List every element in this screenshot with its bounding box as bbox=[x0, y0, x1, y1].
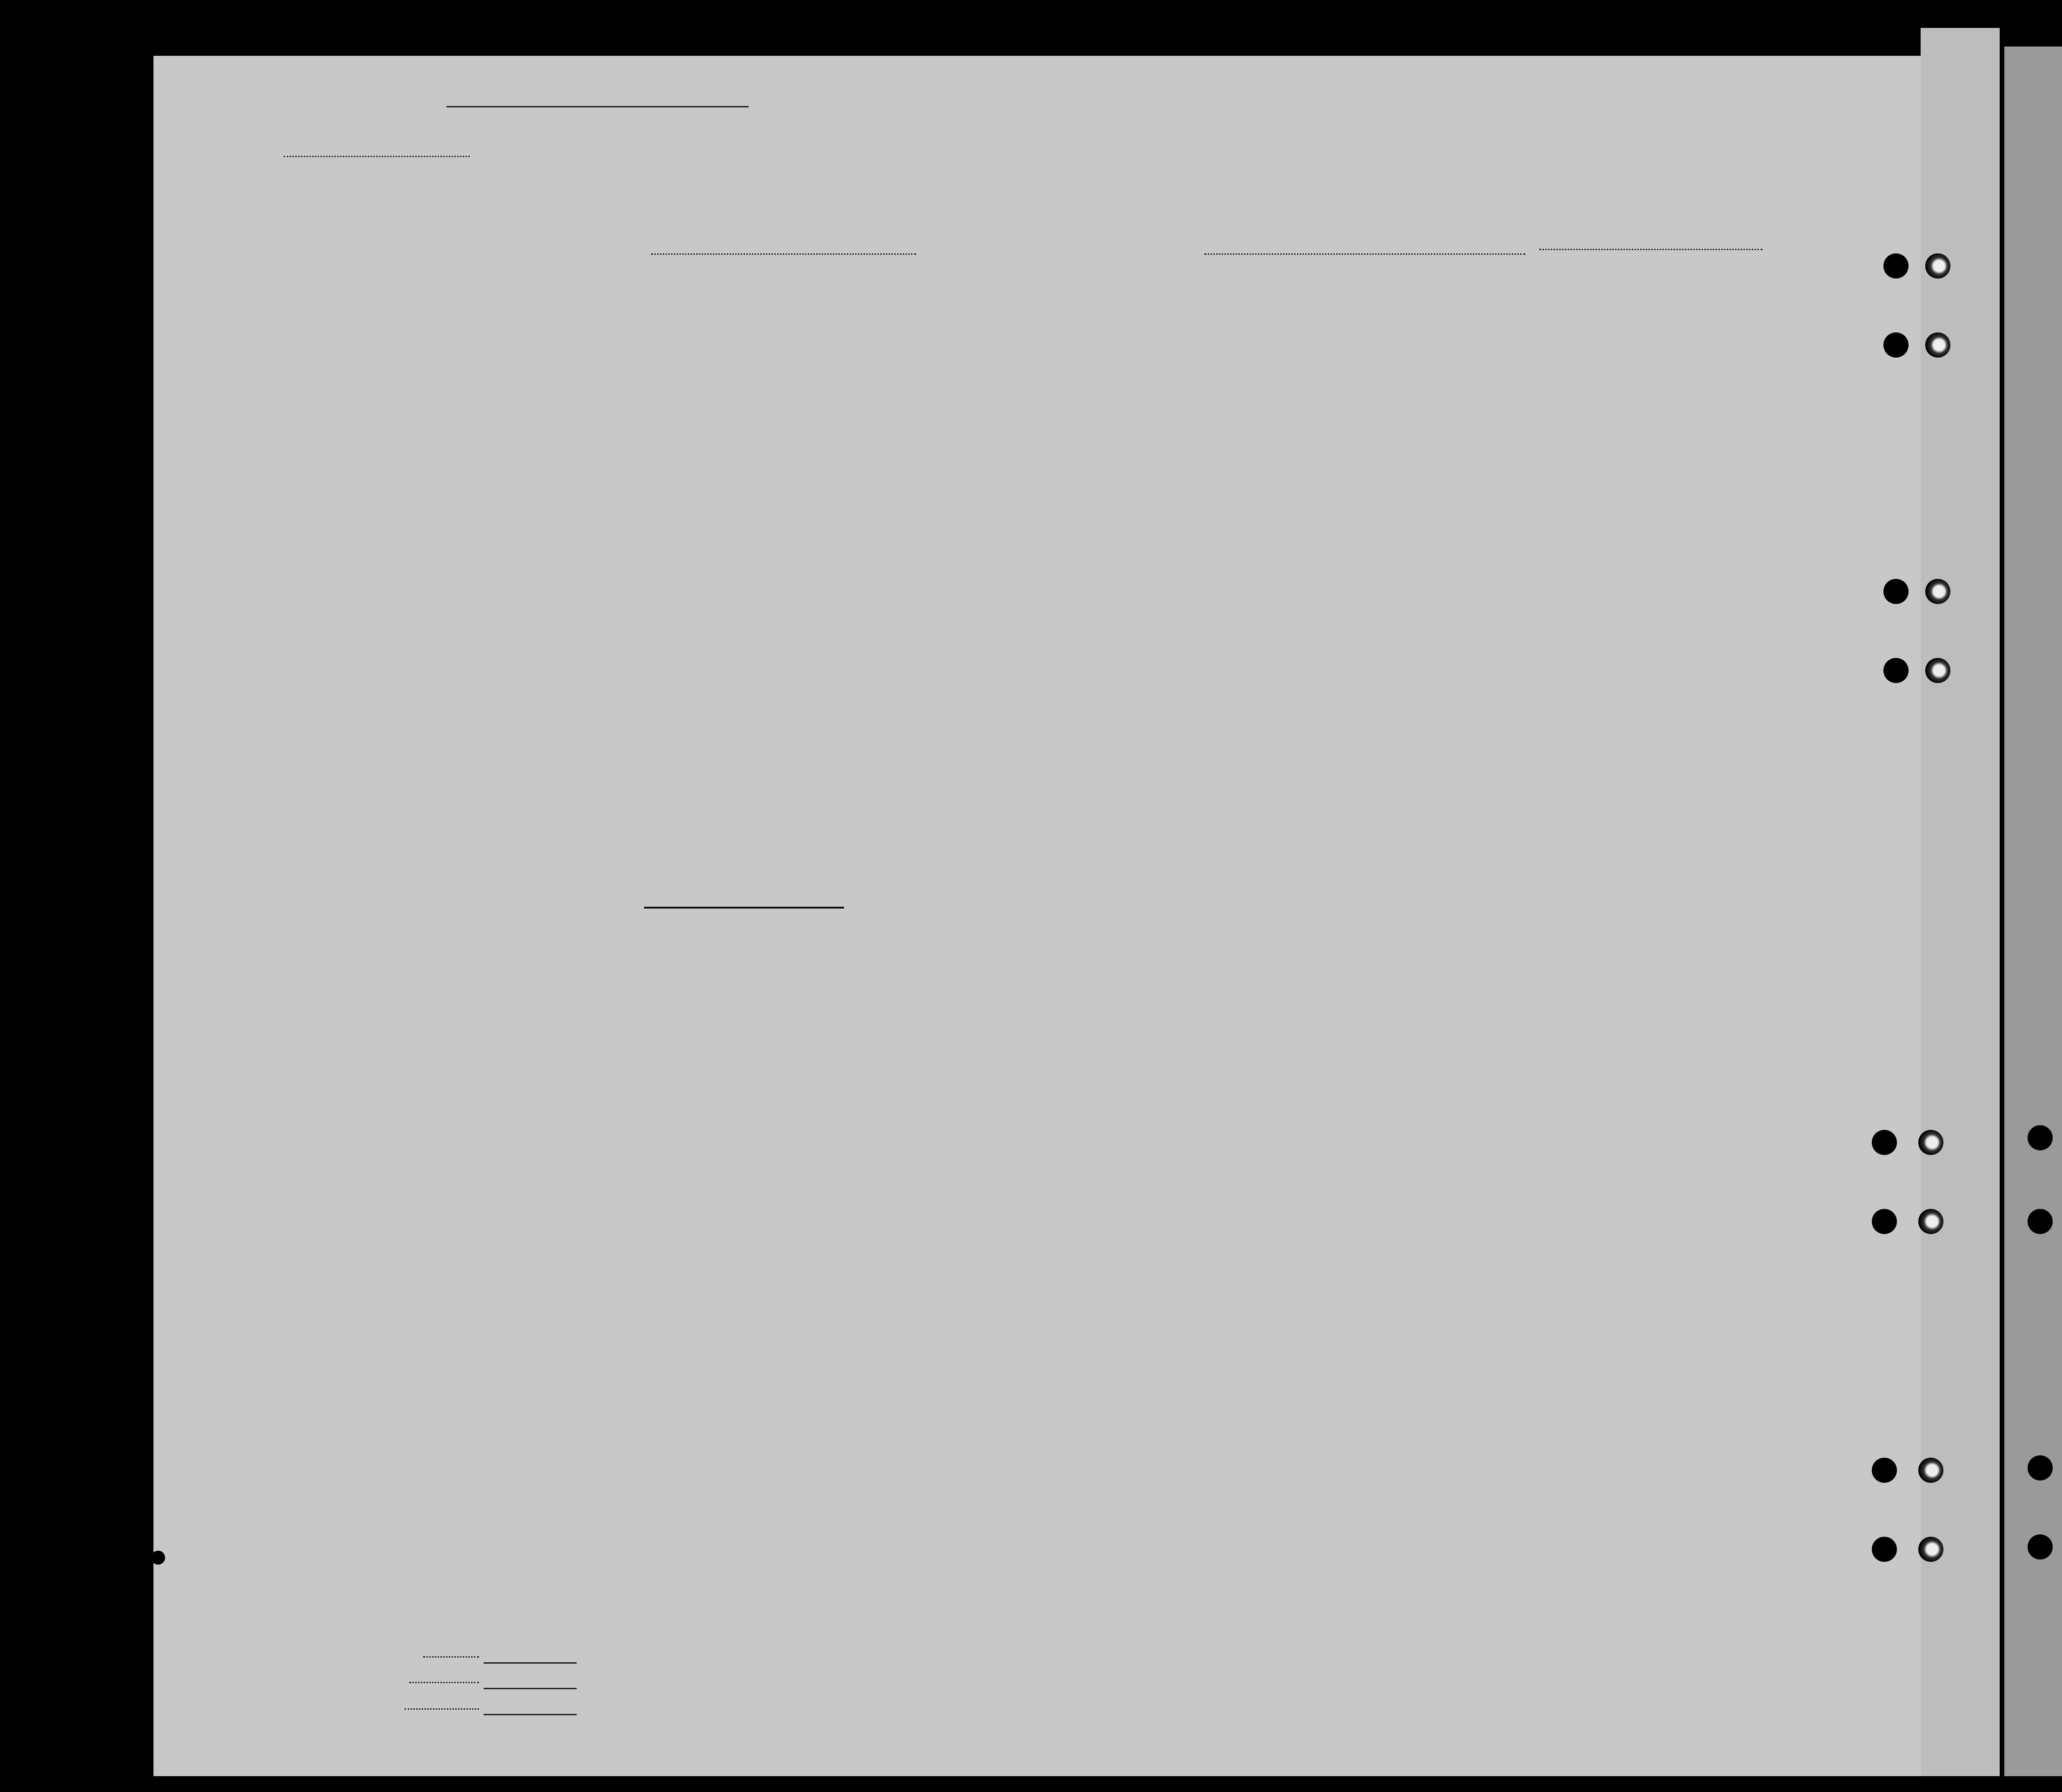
binder-hole bbox=[1918, 1209, 1943, 1234]
binder-hole bbox=[1872, 1458, 1897, 1483]
binder-hole bbox=[1918, 1458, 1943, 1483]
binder-hole bbox=[1925, 253, 1950, 279]
aliens-line bbox=[484, 1714, 577, 1715]
aliens-dots bbox=[405, 1708, 479, 1710]
ship-underline bbox=[651, 253, 916, 255]
citizens-dots bbox=[409, 1682, 479, 1683]
date-underline bbox=[1539, 249, 1763, 250]
adjacent-page bbox=[1921, 28, 2000, 1776]
binder-hole bbox=[1883, 332, 1909, 358]
list-underline bbox=[284, 154, 470, 157]
sailing-underline bbox=[1204, 253, 1525, 255]
binder-hole bbox=[1872, 1130, 1897, 1155]
citizens-line bbox=[484, 1688, 577, 1689]
binder-hole bbox=[1925, 579, 1950, 604]
binder-hole bbox=[2028, 1534, 2053, 1560]
binder-hole bbox=[1872, 1209, 1897, 1234]
total-line bbox=[484, 1662, 577, 1664]
adjacent-page-edge bbox=[2004, 46, 2062, 1776]
binder-hole bbox=[2028, 1455, 2053, 1480]
signature-line bbox=[644, 907, 844, 909]
binder-hole bbox=[1918, 1130, 1943, 1155]
manifest-sheet bbox=[153, 56, 1921, 1776]
special-class-underline bbox=[446, 106, 749, 107]
binder-hole bbox=[1883, 579, 1909, 604]
binder-hole bbox=[2028, 1125, 2053, 1150]
binder-hole bbox=[1925, 332, 1950, 358]
binder-hole bbox=[1883, 658, 1909, 683]
binder-hole bbox=[1918, 1537, 1943, 1562]
binder-hole bbox=[2028, 1209, 2053, 1234]
binder-hole bbox=[1872, 1537, 1897, 1562]
binder-hole bbox=[151, 1551, 165, 1565]
total-dots bbox=[423, 1656, 479, 1658]
binder-hole bbox=[1883, 253, 1909, 279]
binder-hole bbox=[1925, 658, 1950, 683]
